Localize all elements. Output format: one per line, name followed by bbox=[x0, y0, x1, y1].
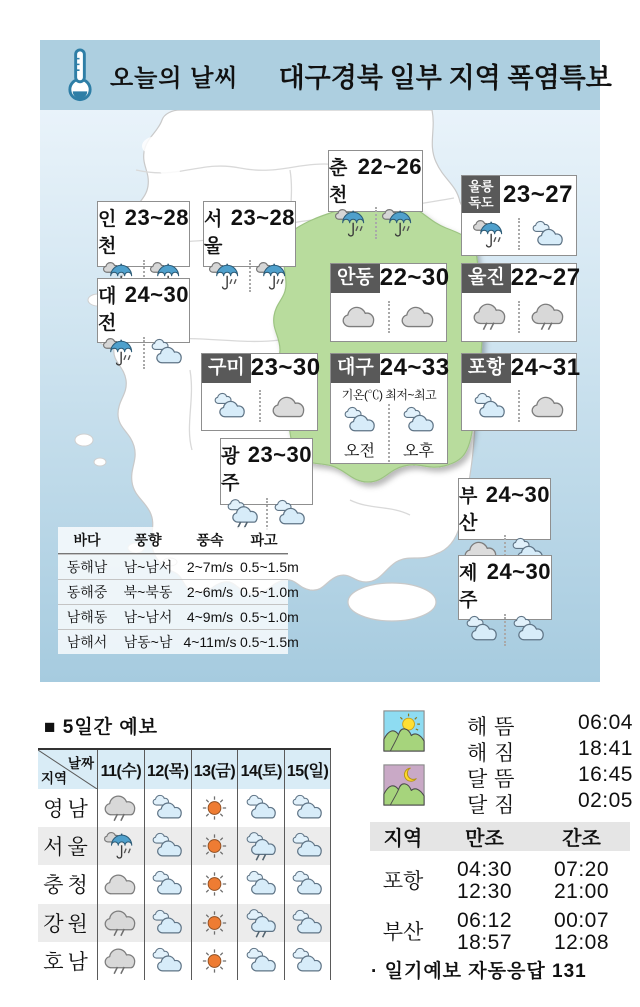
city-name: 구미 bbox=[202, 354, 251, 383]
umbrella-rain-icon bbox=[332, 208, 372, 239]
cell: 0.5~1.0m bbox=[240, 584, 299, 600]
weather-headline: 대구경북 일부 지역 폭염특보 bbox=[278, 62, 612, 93]
cloud-icon bbox=[398, 301, 438, 332]
sea-table-header bbox=[58, 527, 288, 554]
umbrella-rain-icon bbox=[206, 261, 246, 292]
partly-icon bbox=[210, 391, 250, 422]
day-header: 12(목) bbox=[144, 750, 191, 789]
city-name: 울릉독도 bbox=[462, 176, 500, 213]
day-header: 13(금) bbox=[191, 750, 238, 789]
partly-rain-icon bbox=[243, 831, 280, 861]
city-temp: 23~27 bbox=[503, 180, 573, 208]
cell: 남해동 bbox=[66, 609, 108, 625]
city-box-gumi bbox=[201, 353, 321, 431]
umbrella-rain-icon bbox=[100, 337, 140, 368]
corner-label-date: 날짜 bbox=[67, 756, 94, 771]
city-box-chuncheon bbox=[328, 150, 423, 212]
am-pm-divider bbox=[504, 614, 506, 646]
forecast-row-seoul bbox=[38, 827, 331, 865]
cell: 4~11m/s bbox=[183, 634, 237, 650]
partly-icon bbox=[289, 793, 326, 823]
cell: 4~9m/s bbox=[186, 609, 234, 625]
sun-moon-times bbox=[383, 708, 633, 817]
city-box-gwangju bbox=[220, 438, 313, 505]
forecast-hotline-note: · 일기예보 자동응답 131 bbox=[371, 961, 587, 982]
city-temp: 24~31 bbox=[510, 354, 581, 382]
am-pm-divider bbox=[266, 498, 268, 530]
am-label: 오전 bbox=[344, 442, 375, 460]
forecast-row-chungcheong bbox=[38, 865, 331, 903]
partly-icon bbox=[149, 908, 186, 938]
am-pm-divider bbox=[143, 337, 145, 369]
sun-icon bbox=[196, 793, 233, 823]
cloud-rain-icon bbox=[102, 946, 139, 976]
partly-rain-icon bbox=[223, 498, 263, 529]
city-box-incheon bbox=[97, 201, 190, 267]
high-tide-time: 04:30 bbox=[456, 858, 513, 881]
region-label: 강원 bbox=[43, 912, 92, 936]
cell: 0.5~1.0m bbox=[240, 609, 299, 625]
city-temp: 24~30 bbox=[485, 482, 550, 507]
sun-icon bbox=[196, 908, 233, 938]
partly-icon bbox=[270, 498, 310, 529]
city-name: 인천 bbox=[98, 209, 117, 257]
astro-time: 18:41 bbox=[577, 737, 633, 760]
cloud-icon bbox=[528, 391, 568, 422]
forecast-row-yeongnam bbox=[38, 789, 331, 827]
low-tide-time: 07:20 bbox=[553, 858, 610, 881]
day-header: 11(수) bbox=[97, 750, 144, 789]
city-box-andong bbox=[330, 263, 450, 342]
thermometer-icon bbox=[62, 47, 98, 103]
umbrella-rain-icon bbox=[253, 261, 293, 292]
partly-icon bbox=[243, 869, 280, 899]
corner-cell bbox=[38, 750, 97, 789]
city-name: 제주 bbox=[459, 563, 478, 611]
section-title: 오늘의 날씨 bbox=[110, 64, 239, 92]
city-temp: 22~27 bbox=[510, 264, 581, 292]
five-day-forecast-title: ■ 5일간 예보 bbox=[44, 717, 159, 738]
tide-group-busan bbox=[370, 909, 630, 953]
forecast-row-gangwon bbox=[38, 904, 331, 942]
astro-time: 16:45 bbox=[577, 763, 633, 786]
region-label: 부산 bbox=[382, 921, 424, 944]
partly-icon bbox=[462, 614, 502, 645]
region-label: 호남 bbox=[43, 950, 92, 974]
umbrella-rain-icon bbox=[102, 831, 139, 861]
city-name: 울진 bbox=[462, 264, 511, 293]
day-header: 15(일) bbox=[284, 750, 331, 789]
tide-group-pohang bbox=[370, 858, 630, 902]
city-temp: 23~28 bbox=[230, 205, 295, 230]
five-day-forecast-table bbox=[38, 748, 331, 980]
astro-label: 해 뜸 bbox=[467, 716, 515, 739]
cell: 0.5~1.5m bbox=[240, 634, 299, 650]
cloud-rain-icon bbox=[102, 793, 139, 823]
cell: 0.5~1.5m bbox=[240, 559, 299, 575]
astro-time: 02:05 bbox=[577, 789, 633, 812]
city-box-daegu bbox=[330, 353, 448, 464]
partly-icon bbox=[509, 614, 549, 645]
region-label: 포항 bbox=[382, 870, 424, 893]
am-pm-divider bbox=[518, 301, 520, 333]
cell: 남동~남 bbox=[123, 634, 173, 650]
region-label: 서울 bbox=[43, 836, 92, 860]
table-row bbox=[58, 554, 299, 579]
city-name: 서울 bbox=[204, 209, 223, 257]
city-name: 춘천 bbox=[329, 158, 348, 206]
table-row bbox=[58, 629, 299, 654]
city-name: 포항 bbox=[462, 354, 511, 383]
city-box-pohang bbox=[461, 353, 581, 431]
city-name: 대구 bbox=[331, 354, 380, 383]
col-header: 풍속 bbox=[196, 532, 224, 548]
cell: 남해서 bbox=[66, 634, 108, 650]
tide-header-row bbox=[370, 822, 630, 851]
city-temp: 22~26 bbox=[357, 154, 422, 179]
astro-row bbox=[467, 789, 633, 819]
umbrella-rain-icon bbox=[379, 208, 419, 239]
partly-icon bbox=[289, 869, 326, 899]
weather-header-bar bbox=[40, 40, 612, 110]
astro-label: 달 뜸 bbox=[467, 768, 515, 791]
low-tide-time: 21:00 bbox=[553, 880, 610, 903]
cloud-icon bbox=[339, 301, 379, 332]
partly-rain-icon bbox=[243, 908, 280, 938]
astro-label: 달 짐 bbox=[467, 794, 515, 817]
cloud-icon bbox=[102, 869, 139, 899]
city-name: 대전 bbox=[98, 286, 117, 334]
pm-label: 오후 bbox=[403, 442, 434, 460]
sea-conditions-table bbox=[58, 527, 299, 654]
day-header: 14(토) bbox=[237, 750, 284, 789]
cell: 북~북동 bbox=[123, 584, 173, 600]
sunrise-icon bbox=[383, 710, 425, 752]
am-pm-divider bbox=[259, 390, 261, 422]
partly-icon bbox=[243, 793, 280, 823]
city-box-seoul bbox=[203, 201, 296, 267]
city-box-busan bbox=[458, 478, 551, 540]
col-header: 바다 bbox=[73, 532, 101, 548]
high-tide-time: 06:12 bbox=[456, 909, 513, 932]
am-pm-divider bbox=[388, 404, 390, 462]
forecast-row-honam bbox=[38, 942, 331, 980]
partly-icon bbox=[289, 908, 326, 938]
high-tide-time: 18:57 bbox=[456, 931, 513, 954]
city-name: 안동 bbox=[331, 264, 380, 293]
partly-icon bbox=[149, 831, 186, 861]
city-name: 부산 bbox=[459, 486, 478, 534]
col-header: 만조 bbox=[465, 828, 504, 850]
partly-icon bbox=[149, 793, 186, 823]
city-box-daejeon bbox=[97, 278, 190, 343]
cell: 남~남서 bbox=[123, 559, 173, 575]
partly-icon bbox=[470, 391, 510, 422]
city-temp: 23~28 bbox=[124, 205, 189, 230]
cell: 동해중 bbox=[66, 584, 108, 600]
partly-icon bbox=[243, 946, 280, 976]
low-tide-time: 12:08 bbox=[553, 931, 610, 954]
corner-label-region: 지역 bbox=[41, 771, 68, 786]
city-temp: 23~30 bbox=[250, 354, 321, 382]
partly-icon bbox=[147, 337, 187, 368]
astro-label: 해 짐 bbox=[467, 742, 515, 765]
city-box-jeju bbox=[458, 555, 552, 620]
cell: 2~7m/s bbox=[186, 559, 234, 575]
partly-icon bbox=[149, 869, 186, 899]
col-header: 간조 bbox=[562, 828, 601, 850]
cloud-rain-icon bbox=[102, 908, 139, 938]
region-label: 영남 bbox=[43, 798, 92, 822]
astro-time: 06:04 bbox=[577, 711, 633, 734]
cloud-rain-icon bbox=[528, 301, 568, 332]
cloud-icon bbox=[269, 391, 309, 422]
col-header: 지역 bbox=[383, 828, 423, 850]
cloud-rain-icon bbox=[470, 301, 510, 332]
partly-icon bbox=[289, 946, 326, 976]
five-day-header-row bbox=[38, 750, 331, 789]
sun-icon bbox=[196, 831, 233, 861]
low-tide-time: 00:07 bbox=[553, 909, 610, 932]
temp-legend: 기온(℃) 최저~최고 bbox=[341, 387, 437, 402]
table-row bbox=[58, 604, 299, 629]
partly-icon bbox=[399, 405, 439, 436]
city-temp: 23~30 bbox=[247, 442, 312, 467]
city-temp: 24~33 bbox=[379, 354, 450, 382]
am-pm-divider bbox=[518, 218, 520, 250]
col-header: 풍향 bbox=[134, 532, 162, 548]
korea-weather-map bbox=[40, 110, 600, 682]
city-box-uljin bbox=[461, 263, 581, 342]
tide-table bbox=[370, 822, 630, 953]
am-pm-divider bbox=[518, 390, 520, 422]
cell: 남~남서 bbox=[123, 609, 173, 625]
umbrella-rain-icon bbox=[470, 219, 510, 250]
cell: 2~6m/s bbox=[186, 584, 234, 600]
moonset-icon bbox=[383, 764, 425, 806]
high-tide-time: 12:30 bbox=[456, 880, 513, 903]
am-pm-divider bbox=[375, 207, 377, 239]
table-row bbox=[58, 579, 299, 604]
partly-icon bbox=[528, 219, 568, 250]
am-pm-divider bbox=[249, 260, 251, 292]
city-temp: 24~30 bbox=[124, 282, 189, 307]
partly-icon bbox=[289, 831, 326, 861]
city-temp: 24~30 bbox=[486, 559, 551, 584]
cell: 동해남 bbox=[66, 559, 108, 575]
region-label: 충청 bbox=[43, 874, 92, 898]
city-box-ulleung-dokdo bbox=[461, 175, 577, 256]
sun-icon bbox=[196, 946, 233, 976]
col-header: 파고 bbox=[250, 532, 278, 548]
city-temp: 22~30 bbox=[379, 264, 450, 292]
partly-icon bbox=[340, 405, 380, 436]
partly-icon bbox=[149, 946, 186, 976]
city-name: 광주 bbox=[221, 446, 240, 494]
am-pm-divider bbox=[388, 301, 390, 333]
sun-icon bbox=[196, 869, 233, 899]
